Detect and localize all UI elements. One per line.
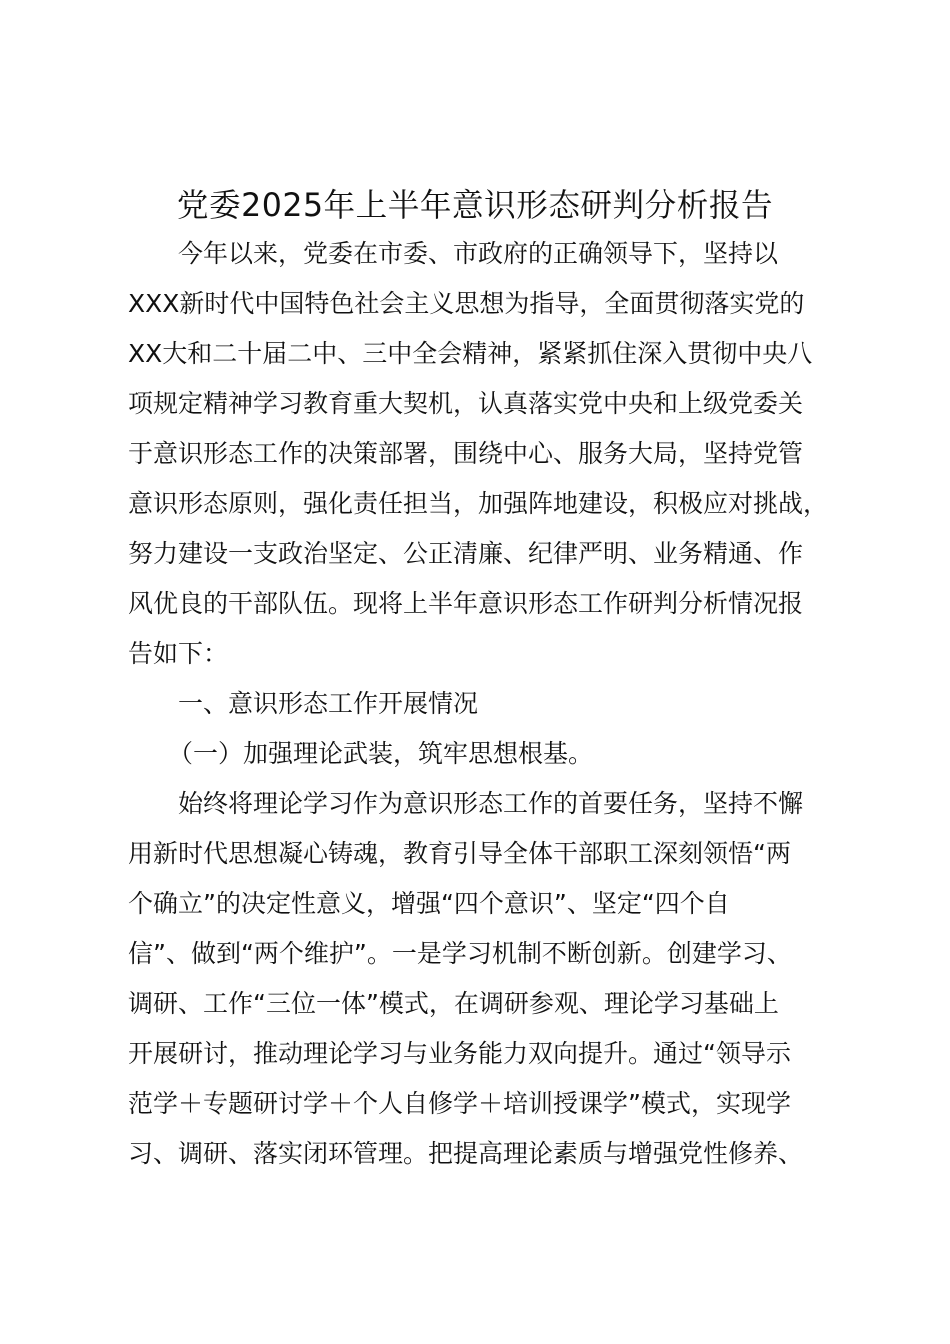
paragraph-line: 调研、工作“三位一体”模式，在调研参观、理论学习基础上 — [128, 989, 779, 1018]
paragraph-line: 个确立”的决定性意义，增强“四个意识”、坚定“四个自 — [128, 889, 730, 918]
paragraph-line: XXX新时代中国特色社会主义思想为指导，全面贯彻落实党的 — [128, 289, 805, 318]
document-title: 党委2025年上半年意识形态研判分析报告 — [176, 188, 774, 224]
paragraph-line: 项规定精神学习教育重大契机，认真落实党中央和上级党委关 — [128, 389, 804, 418]
paragraph-line: 今年以来，党委在市委、市政府的正确领导下，坚持以 — [178, 239, 779, 268]
paragraph-line: 信”、做到“两个维护”。一是学习机制不断创新。创建学习、 — [128, 939, 792, 968]
paragraph-line: 于意识形态工作的决策部署，围绕中心、服务大局，坚持党管 — [128, 439, 804, 468]
paragraph-line: 告如下： — [128, 639, 229, 668]
paragraph-line: 开展研讨，推动理论学习与业务能力双向提升。通过“领导示 — [128, 1039, 791, 1068]
paragraph-line: 努力建设一支政治坚定、公正清廉、纪律严明、业务精通、作 — [128, 539, 804, 568]
paragraph-line: 范学＋专题研讨学＋个人自修学＋培训授课学”模式，实现学 — [128, 1089, 791, 1118]
paragraph-line: 用新时代思想凝心铸魂，教育引导全体干部职工深刻领悟“两 — [128, 839, 791, 868]
paragraph-line: 习、调研、落实闭环管理。把提高理论素质与增强党性修养、 — [128, 1139, 804, 1168]
paragraph-line: 始终将理论学习作为意识形态工作的首要任务，坚持不懈 — [178, 789, 804, 818]
section-heading: 一、意识形态工作开展情况 — [178, 689, 479, 718]
paragraph-line: 意识形态原则，强化责任担当，加强阵地建设，积极应对挑战， — [128, 489, 829, 518]
paragraph-line: 风优良的干部队伍。现将上半年意识形态工作研判分析情况报 — [128, 589, 804, 618]
paragraph-line: XX大和二十届二中、三中全会精神，紧紧抓住深入贯彻中央八 — [128, 339, 813, 368]
subsection-heading: （一）加强理论武装，筑牢思想根基。 — [168, 739, 594, 768]
